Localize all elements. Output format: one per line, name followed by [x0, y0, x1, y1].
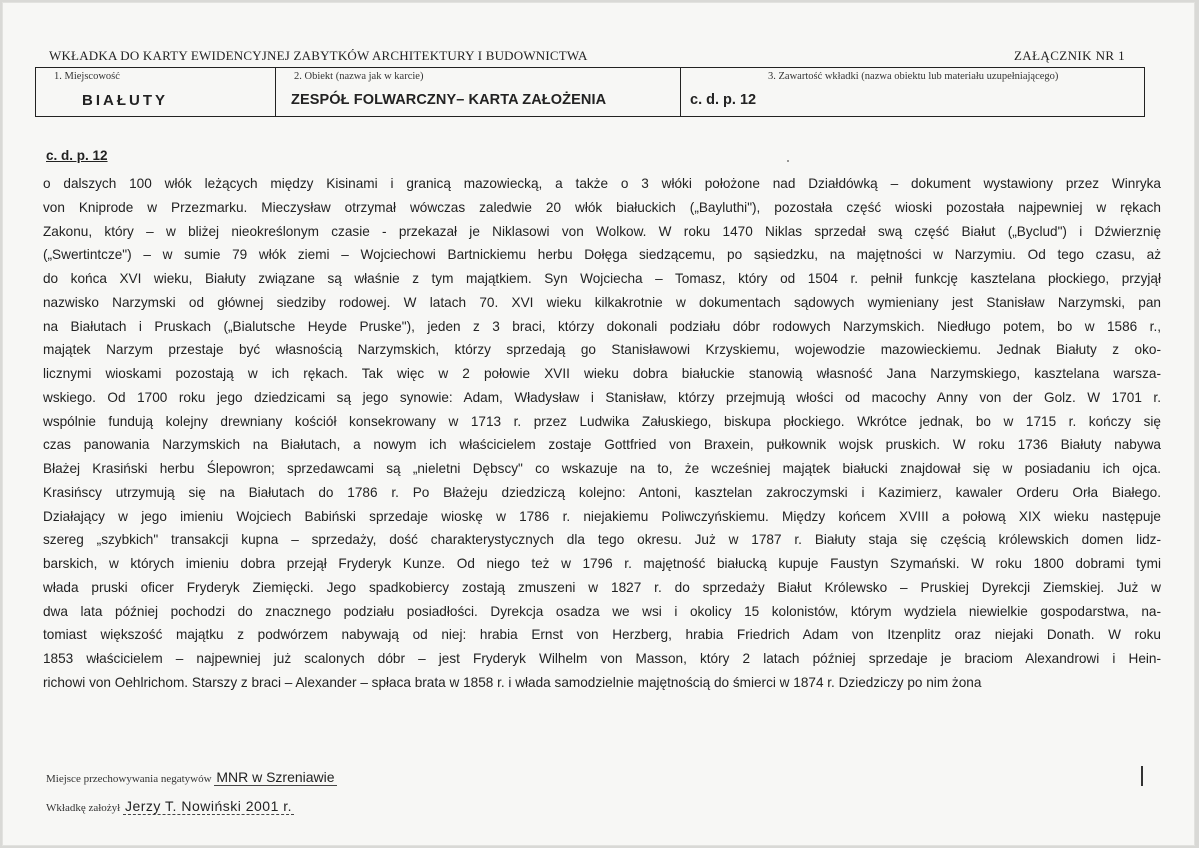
body-line: majątek Narzym przestaje być własnością Narzymskich, którzy sprzedają go Stanisławowi Krzyskiemu, wojewodzie mazowieckiemu. Jednak Białuty z oko-: [43, 342, 1161, 358]
storage-label: Miejsce przechowywania negatywów: [46, 773, 212, 785]
body-line: Działający w jego imieniu Wojciech Babiński sprzedaje wioskę w 1786 r. niejakiemu Poliwczyńskiemu. Między końcem XVIII a połową XIX wieku następuje: [43, 508, 1161, 524]
content-value: c. d. p. 12: [690, 92, 757, 108]
document-sheet: [2, 2, 1195, 846]
body-line: von Kniprode w Przezmarku. Mieczysław otrzymał wówczas zaledwie 20 włók białuckich („Bayluthi"), pozostała część wioski pozostała najpewniej w rękach: [43, 199, 1161, 215]
place-value: BIAŁUTY: [82, 92, 168, 109]
body-text: [43, 172, 1161, 695]
body-line: o dalszych 100 włók leżących między Kisinami i granicą mazowiecką, a także o 3 włóki położone nad Działdówką – dokument wystawiony przez Winryka: [43, 176, 1161, 191]
object-cell: [276, 68, 681, 116]
body-line: richowi von Oehlrichom. Starszy z braci – Alexander – spłaca brata w 1858 r. i włada samodzielnie majętnością do śmierci w 1874 r. Dziedziczy po nim żona: [43, 674, 982, 690]
place-cell: [36, 68, 276, 116]
content-cell: [681, 68, 1144, 116]
body-line: licznymi wioskami pozostają w ich rękach. Tak więc w 2 połowie XVII wieku dobra białuckie stanowią własność Jana Narzymskiego, kasztelana warsza-: [43, 366, 1161, 381]
object-label: 2. Obiekt (nazwa jak w karcie): [294, 71, 424, 82]
body-line: do końca XVI wieku, Białuty związane są właśnie z tym majątkiem. Syn Wojciecha – Tomasz, który od 1504 r. pełnił funkcję kasztelana płockiego, przyjął: [43, 271, 1161, 286]
section-title: c. d. p. 12: [46, 148, 108, 163]
body-line: Błażej Krasiński herbu Ślepowron; sprzedawcami są „nieletni Dębscy" co wskazuje na to, że wcześniej majątek białucki znajdował się w posiadaniu ich ojca.: [43, 461, 1161, 476]
body-line: barskich, w których imieniu dobra przejął Fryderyk Kunze. Od niego też w 1796 r. majętność białucką kupuje Faustyn Szymański. W roku 1800 dobrami tymi: [43, 556, 1161, 571]
author-label: Wkładkę założył: [46, 802, 121, 814]
body-line: szereg „szybkich" transakcji kupna – sprzedaży, dość charakterystycznych dla tego okresu. Już w 1787 r. Białuty staja się częścią królewskich domen lidz-: [43, 532, 1161, 548]
body-line: Krasińscy utrzymują się na Białutach do 1786 r. Po Błażeju dziedziczą kolejno: Antoni, kasztelan zakroczymski i Kazimierz, kawaler Orderu Orła Białego.: [43, 484, 1161, 500]
storage-line: [46, 769, 337, 785]
body-line: dwa lata później pochodzi do znacznego podziału posiadłości. Dyrekcja osadza we wsi i okolicy 15 kolonistów, którym wydziela niewielkie gospodarstwa, na-: [43, 603, 1161, 619]
author-value: Jerzy T. Nowiński 2001 r.: [124, 798, 293, 814]
speck-mark: [787, 160, 789, 162]
body-line: wskiego. Od 1700 roku jego dziedzicami są jego synowie: Adam, Władysław i Stanisław, którzy przejmują włości od macochy Anny von der Golz. W 1701 r.: [43, 389, 1161, 405]
body-line: tomiast większość majątku z podwórzem nabywają od niej: hrabia Ernst von Herzberg, hrabia Friedrich Adam von Itzenplitz oraz niejaki Donath. W roku: [43, 627, 1161, 643]
place-label: 1. Miejscowość: [54, 71, 120, 82]
body-line: 1853 właścicielem – najpewniej już scalonych dóbr – jest Fryderyk Wilhelm von Masson, który 2 latach później sprzedaje je braciom Alexandrowi i Hein-: [43, 651, 1161, 666]
body-line: wspólnie fundują kolejny drewniany kościół konsekrowany w 1713 r. przez Ludwika Załuskiego, biskupa płockiego. Wkrótce jednak, bo w 1715 r. kończy się: [43, 413, 1161, 429]
body-line: nazwisko Narzymski od głównej siedziby rodowej. W latach 70. XVI wieku kilkakrotnie w dokumentach sądowych wymieniany jest Stanisław Narzymski, pan: [43, 294, 1161, 310]
attachment-number: ZAŁĄCZNIK NR 1: [1013, 48, 1125, 63]
body-line: Zakonu, który – w bliżej nieokreślonym czasie - przekazał je Niklasowi von Wolkow. W roku 1470 Niklas sprzedał swą część Białut („Byclud") i Dźwierznię: [43, 223, 1161, 239]
body-line: włada pruski oficer Fryderyk Ziemięcki. Jego spadkobiercy zostają zmuszeni w 1827 r. do sprzedaży Białut Królewsko – Pruskiej Dyrekcji Ziemskiej. Już w: [43, 579, 1161, 595]
document-header-title: WKŁADKA DO KARTY EWIDENCYJNEJ ZABYTKÓW ARCHITEKTURY I BUDOWNICTWA: [49, 48, 588, 63]
object-value: ZESPÓŁ FOLWARCZNY– KARTA ZAŁOŻENIA: [291, 92, 607, 108]
storage-value: MNR w Szreniawie: [216, 769, 335, 785]
form-header-table: [35, 67, 1145, 117]
body-line: na Białutach i Pruskach („Bialutsche Heyde Pruske"), jeden z 3 braci, którzy dokonali podziału dóbr rodowych Narzymskich. Niedługo potem, bo w 1586 r.,: [43, 318, 1161, 334]
content-label: 3. Zawartość wkładki (nazwa obiektu lub materiału uzupełniającego): [768, 71, 1059, 82]
body-line: („Swertintcze") – w sumie 79 włók ziemi – Wojciechowi Bartnickiemu herbu Dołęga siedzącemu, po sąsiedzku, na majętności w Narzymiu. Od tego czasu, aż: [43, 247, 1161, 263]
body-line: czas panowania Narzymskich na Białutach, a nowym ich właścicielem zostaje Gottfried von Braxein, pułkownik wojsk pruskich. W roku 1736 Białuty nabywa: [43, 437, 1161, 453]
author-line: [46, 798, 294, 814]
margin-bar: [1141, 766, 1143, 786]
